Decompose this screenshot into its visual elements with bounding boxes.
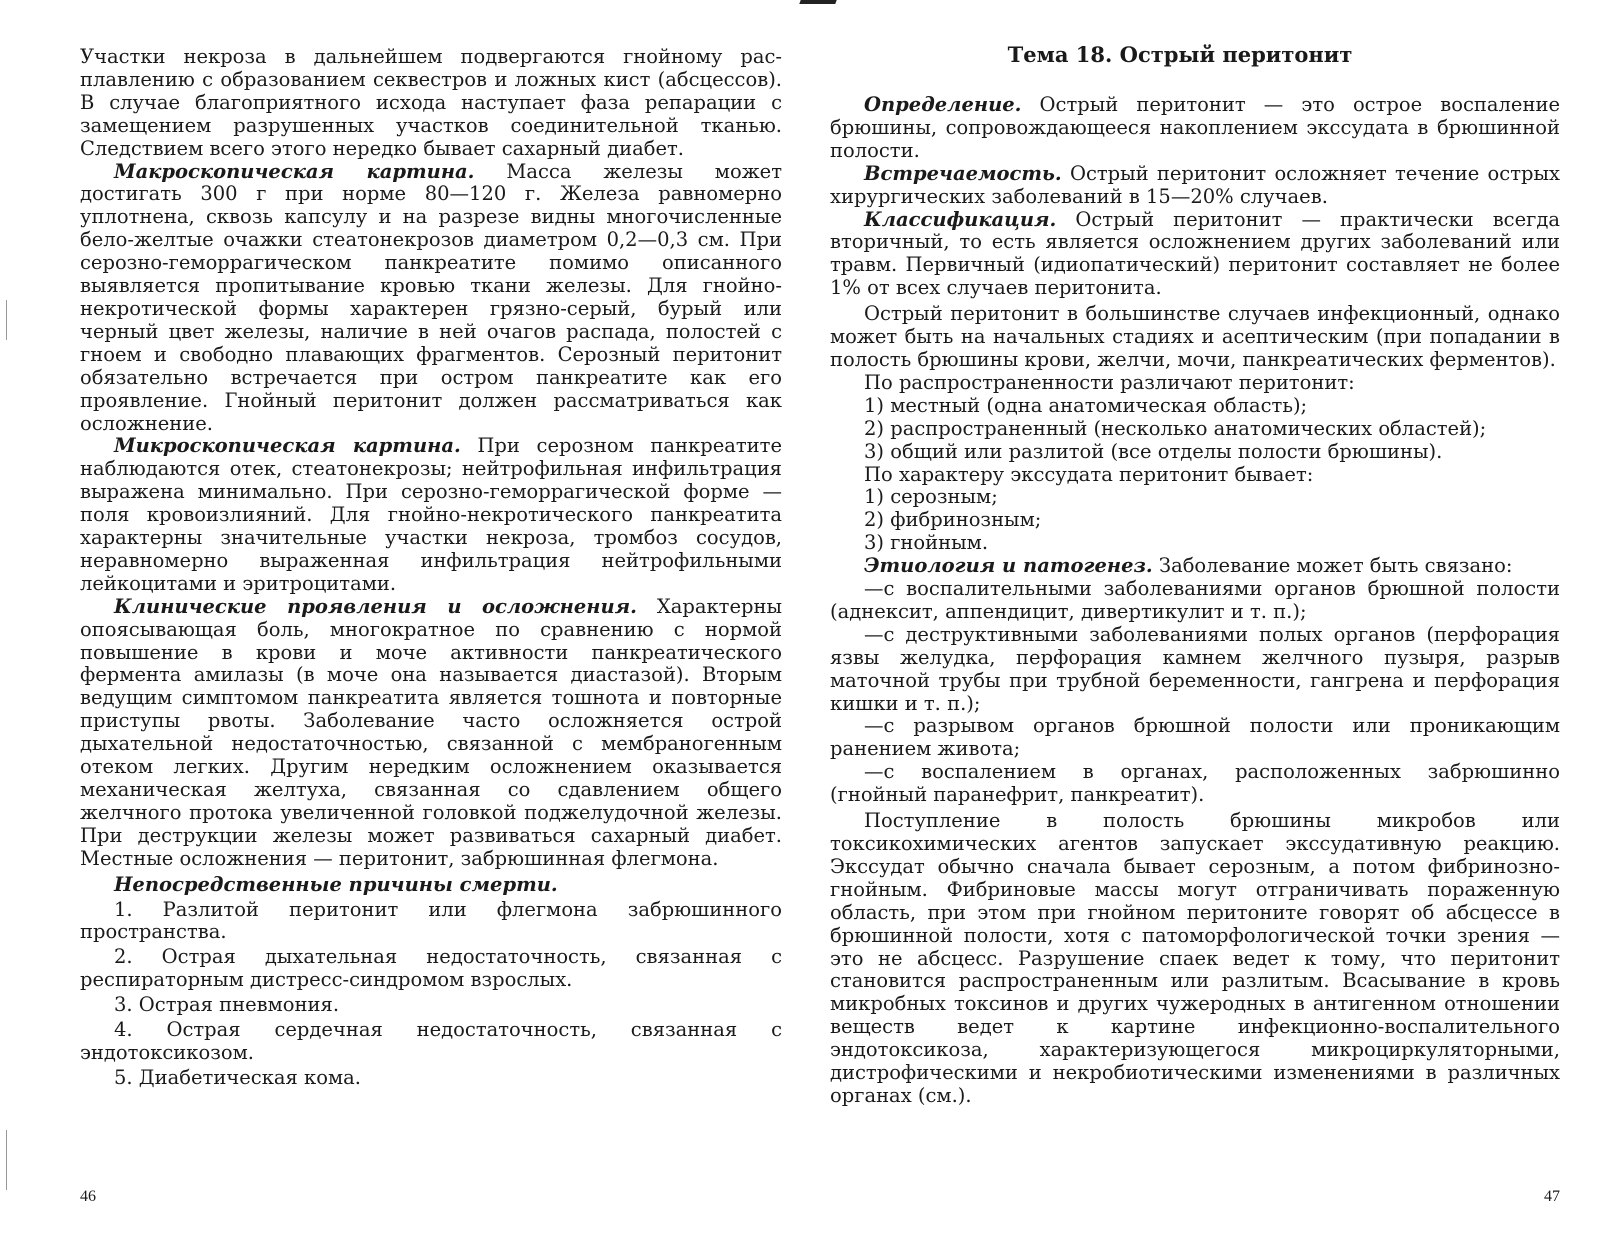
paragraph-text: Острый перитонит в большинстве случаев инфекционный, однако может быть на начальных стадиях и асептическим (при попадании в полость брюшины крови, желчи, мочи, панкреатических ферментов). — [830, 302, 1560, 371]
paragraph-text: 1) серозным; — [864, 485, 998, 509]
paragraph-text: 4. Острая сердечная недостаточность, связанная с эндотоксикозом. — [80, 1018, 782, 1064]
paragraph — [830, 810, 1560, 1108]
paragraph — [830, 395, 1560, 418]
paragraph — [830, 486, 1560, 509]
paragraph-text: —с воспалением в органах, расположенных забрюшинно (гнойный паранефрит, панкреатит). — [830, 760, 1560, 807]
paragraph-text: Острый перитонит — практически всегда вторичный, то есть является осложнением других заболеваний или травм. Первичный (идиопатический) перитонит составляет не более 1% от всех случаев перитонита. — [830, 207, 1560, 300]
paragraph — [830, 94, 1560, 163]
section-term: Этиология и патогенез. — [864, 554, 1153, 578]
section-term: Непосредственные причины смерти. — [114, 872, 558, 896]
paragraph-text: По распространенности различают перитонит: — [864, 370, 1355, 394]
left-text-column — [80, 46, 782, 1090]
paragraph — [830, 372, 1560, 395]
paragraph-text: 3) гнойным. — [864, 531, 989, 555]
section-term: Встречаемость. — [864, 161, 1062, 185]
right-text-column — [830, 94, 1560, 1108]
paragraph — [830, 578, 1560, 624]
paragraph — [80, 46, 782, 161]
section-term: Микроскопическая картина. — [114, 434, 461, 458]
right-page — [800, 0, 1600, 1246]
paragraph-text: Поступление в полость брюшины микробов или токсикохимических агентов запускает экссудативную реакцию. Экссудат обычно сначала бывает серозным, а потом фибринозно-гнойным. Фибриновые массы могут отграничивать пораженную область, при этом при гнойном перитоните говорят об абсцессе в брюшинной полости, хотя с патоморфологической точки зрения — это не абсцесс. Разрушение спаек ведет к тому, что перитонит становится распространенным или разлитым. Всасывание в кровь микробных токсинов и других чужеродных в антигенном отношении веществ ведет к картине инфекционно-воспалительного эндотоксикоза, характеризующегося микроциркуляторными, дистрофическими и некробиотическими изменениями в различных органах (см.). — [830, 809, 1560, 1107]
paragraph — [830, 464, 1560, 487]
paragraph — [830, 715, 1560, 761]
paragraph — [830, 209, 1560, 301]
paragraph — [830, 163, 1560, 209]
paragraph — [80, 899, 782, 945]
paragraph — [830, 761, 1560, 807]
paragraph-text: Острый перитонит — это острое воспаление брюшины, сопровождающееся накоплением экссудата в брюшинной полости. — [830, 93, 1560, 162]
paragraph — [830, 441, 1560, 464]
paragraph-text: 3. Острая пневмония. — [114, 993, 340, 1017]
page-number: 47 — [1544, 1188, 1560, 1205]
paragraph — [830, 303, 1560, 372]
paragraph-text: —с разрывом органов брюшной полости или проникающим ранением живота; — [830, 714, 1560, 761]
paragraph-text: 2. Острая дыхательная недостаточность, связанная с респираторным дистресс-синдромом взрослых. — [80, 945, 782, 992]
paragraph — [80, 994, 782, 1017]
paragraph-text: Участки некроза в дальнейшем подвергаются гнойному рас-плавлению с образованием секвестров и ложных кист (абсцессов). В случае благоприятного исхода наступает фаза репарации с замещением разрушенных участков соединительной тканью. Следствием всего этого нередко бывает сахарный диабет. — [80, 45, 782, 160]
section-term: Определение. — [864, 93, 1022, 116]
paragraph — [80, 435, 782, 595]
paragraph — [80, 1067, 782, 1090]
paragraph — [80, 596, 782, 871]
paragraph-text: 2) распространенный (несколько анатомических областей); — [864, 416, 1487, 440]
paragraph-text: При серозном панкреатите наблюдаются отек, стеатонекрозы; нейтрофильная инфильтрация выражена минимально. При серозно-геморрагической форме — поля кровоизлияний. Для гнойно-некротического панкреатита характерны значительные участки некроза, тромбоз сосудов, неравномерно выраженная инфильтрация нейтрофильными лейкоцитами и эритроцитами. — [80, 434, 782, 595]
section-term: Макроскопическая картина. — [114, 159, 475, 183]
paragraph — [830, 509, 1560, 532]
chapter-title: Тема 18. Острый перитонит — [1007, 42, 1353, 67]
paragraph — [830, 624, 1560, 716]
paragraph — [830, 555, 1560, 578]
paragraph-text: Острый перитонит осложняет течение острых хирургических заболеваний в 15—20% случаев. — [830, 161, 1560, 208]
paragraph-text: 3) общий или разлитой (все отделы полости брюшины). — [864, 439, 1443, 463]
paragraph-text: 1. Разлитой перитонит или флегмона забрюшинного пространства. — [80, 897, 782, 944]
paragraph-text: Заболевание может быть связано: — [1152, 554, 1513, 578]
paragraph-text: —с воспалительными заболеваниями органов брюшной полости (аднексит, аппендицит, дивертикулит и т. п.); — [830, 577, 1560, 623]
page-number: 46 — [80, 1188, 96, 1205]
section-term: Классификация. — [864, 207, 1057, 231]
paragraph — [80, 946, 782, 992]
paragraph — [80, 1019, 782, 1065]
paragraph-text: Характерны опоясывающая боль, многократное по сравнению с нормой повышение в крови и моче активности панкреатического фермента амилазы (в моче она называется диастазой). Вторым ведущим симптомом панкреатита является тошнота и повторные приступы рвоты. Заболевание часто осложняется острой дыхательной недостаточностью, связанной с мембраногенным отеком легких. Другим нередким осложнением оказывается механическая желтуха, связанная со сдавлением общего желчного протока увеличенной головкой поджелудочной железы. При деструкции железы может развиваться сахарный диабет. Местные осложнения — перитонит, забрюшинная флегмона. — [80, 594, 782, 870]
paragraph-text: Масса железы может достигать 300 г при норме 80—120 г. Железа равномерно уплотнена, сквозь капсулу и на разрезе видны многочисленные бело-желтые очажки стеатонекрозов диаметром 0,2—0,3 см. При серозно-геморрагическом панкреатите помимо описанного выявляется пропитывание кровью ткани железы. Для гнойно-некротической формы характерен грязно-серый, бурый или черный цвет железы, наличие в ней очагов распада, полостей с гноем и свободно плавающих фрагментов. Серозный перитонит обязательно встречается при остром панкреатите как его проявление. Гнойный перитонит должен рассматриваться как осложнение. — [80, 159, 782, 435]
paragraph — [830, 532, 1560, 555]
paragraph-text: 1) местный (одна анатомическая область); — [864, 393, 1308, 417]
paragraph-text: 5. Диабетическая кома. — [114, 1065, 361, 1089]
paragraph-text: —с деструктивными заболеваниями полых органов (перфорация язвы желудка, перфорация камнем желчного пузыря, разрыв маточной трубы при трубной беременности, гангрена и перфорация кишки и т. п.); — [830, 622, 1560, 715]
paragraph — [830, 418, 1560, 441]
section-term: Клинические проявления и осложнения. — [114, 594, 637, 618]
paragraph — [80, 161, 782, 436]
paragraph-text: 2) фибринозным; — [864, 508, 1042, 532]
paragraph-text: По характеру экссудата перитонит бывает: — [864, 462, 1314, 486]
paragraph — [80, 874, 782, 897]
